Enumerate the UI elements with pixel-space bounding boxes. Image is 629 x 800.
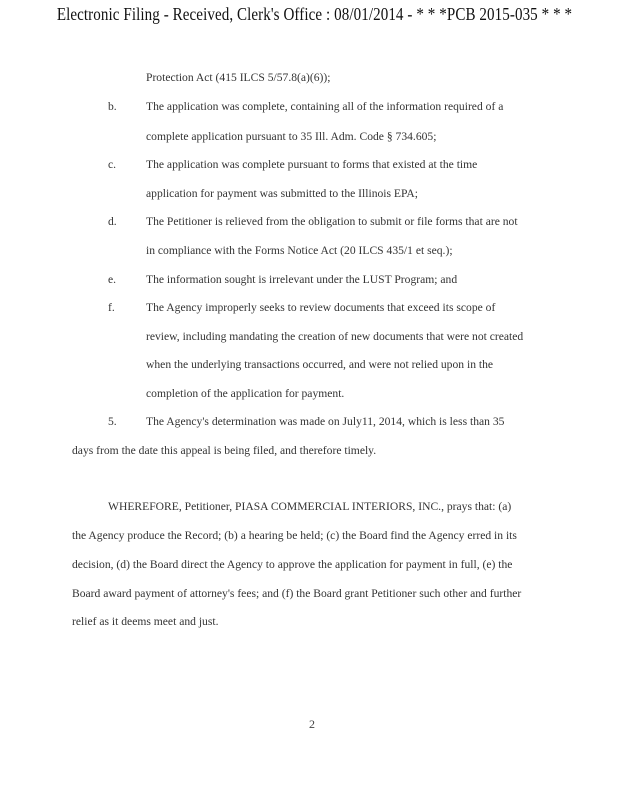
list-marker-e: e. [108, 273, 117, 286]
wherefore-line-4: Board award payment of attorney's fees; and (f) the Board grant Petitioner such other and further [72, 587, 522, 600]
wherefore-line-1: WHEREFORE, Petitioner, PIASA COMMERCIAL INTERIORS, INC., prays that: (a) [108, 500, 512, 513]
list-item-c-line-2: application for payment was submitted to the Illinois EPA; [146, 187, 418, 200]
list-marker-d: d. [108, 215, 117, 228]
list-item-f-line-4: completion of the application for payment. [146, 387, 345, 400]
list-marker-b: b. [108, 100, 117, 113]
list-marker-c: c. [108, 158, 117, 171]
list-item-b-line-2: complete application pursuant to 35 Ill. Adm. Code § 734.605; [146, 130, 437, 143]
list-item-c-line-1: The application was complete pursuant to forms that existed at the time [146, 158, 478, 171]
list-item-b-line-1: The application was complete, containing all of the information required of a [146, 100, 504, 113]
list-marker-f: f. [108, 301, 115, 314]
page-number: 2 [309, 717, 315, 731]
paragraph-5-line-2: days from the date this appeal is being filed, and therefore timely. [72, 444, 377, 457]
list-item-f-line-1: The Agency improperly seeks to review documents that exceed its scope of [146, 301, 496, 314]
list-item-a-line: Protection Act (415 ILCS 5/57.8(a)(6)); [146, 71, 331, 84]
list-item-f-line-3: when the underlying transactions occurred, and were not relied upon in the [146, 358, 494, 371]
wherefore-line-2: the Agency produce the Record; (b) a hearing be held; (c) the Board find the Agency erred in its [72, 529, 517, 542]
list-item-f-line-2: review, including mandating the creation of new documents that were not created [146, 330, 524, 343]
list-item-e-line-1: The information sought is irrelevant under the LUST Program; and [146, 273, 458, 286]
filing-stamp-header: Electronic Filing - Received, Clerk's Office : 08/01/2014 - * * *PCB 2015-035 * * * [56, 4, 573, 24]
list-item-d-line-1: The Petitioner is relieved from the obligation to submit or file forms that are not [146, 215, 518, 228]
paragraph-5-line-1: The Agency's determination was made on July11, 2014, which is less than 35 [146, 415, 505, 428]
wherefore-line-3: decision, (d) the Board direct the Agency to approve the application for payment in full, (e) the [72, 558, 513, 571]
list-item-d-line-2: in compliance with the Forms Notice Act (20 ILCS 435/1 et seq.); [146, 244, 453, 257]
wherefore-line-5: relief as it deems meet and just. [72, 615, 219, 628]
paragraph-number-5: 5. [108, 415, 117, 428]
